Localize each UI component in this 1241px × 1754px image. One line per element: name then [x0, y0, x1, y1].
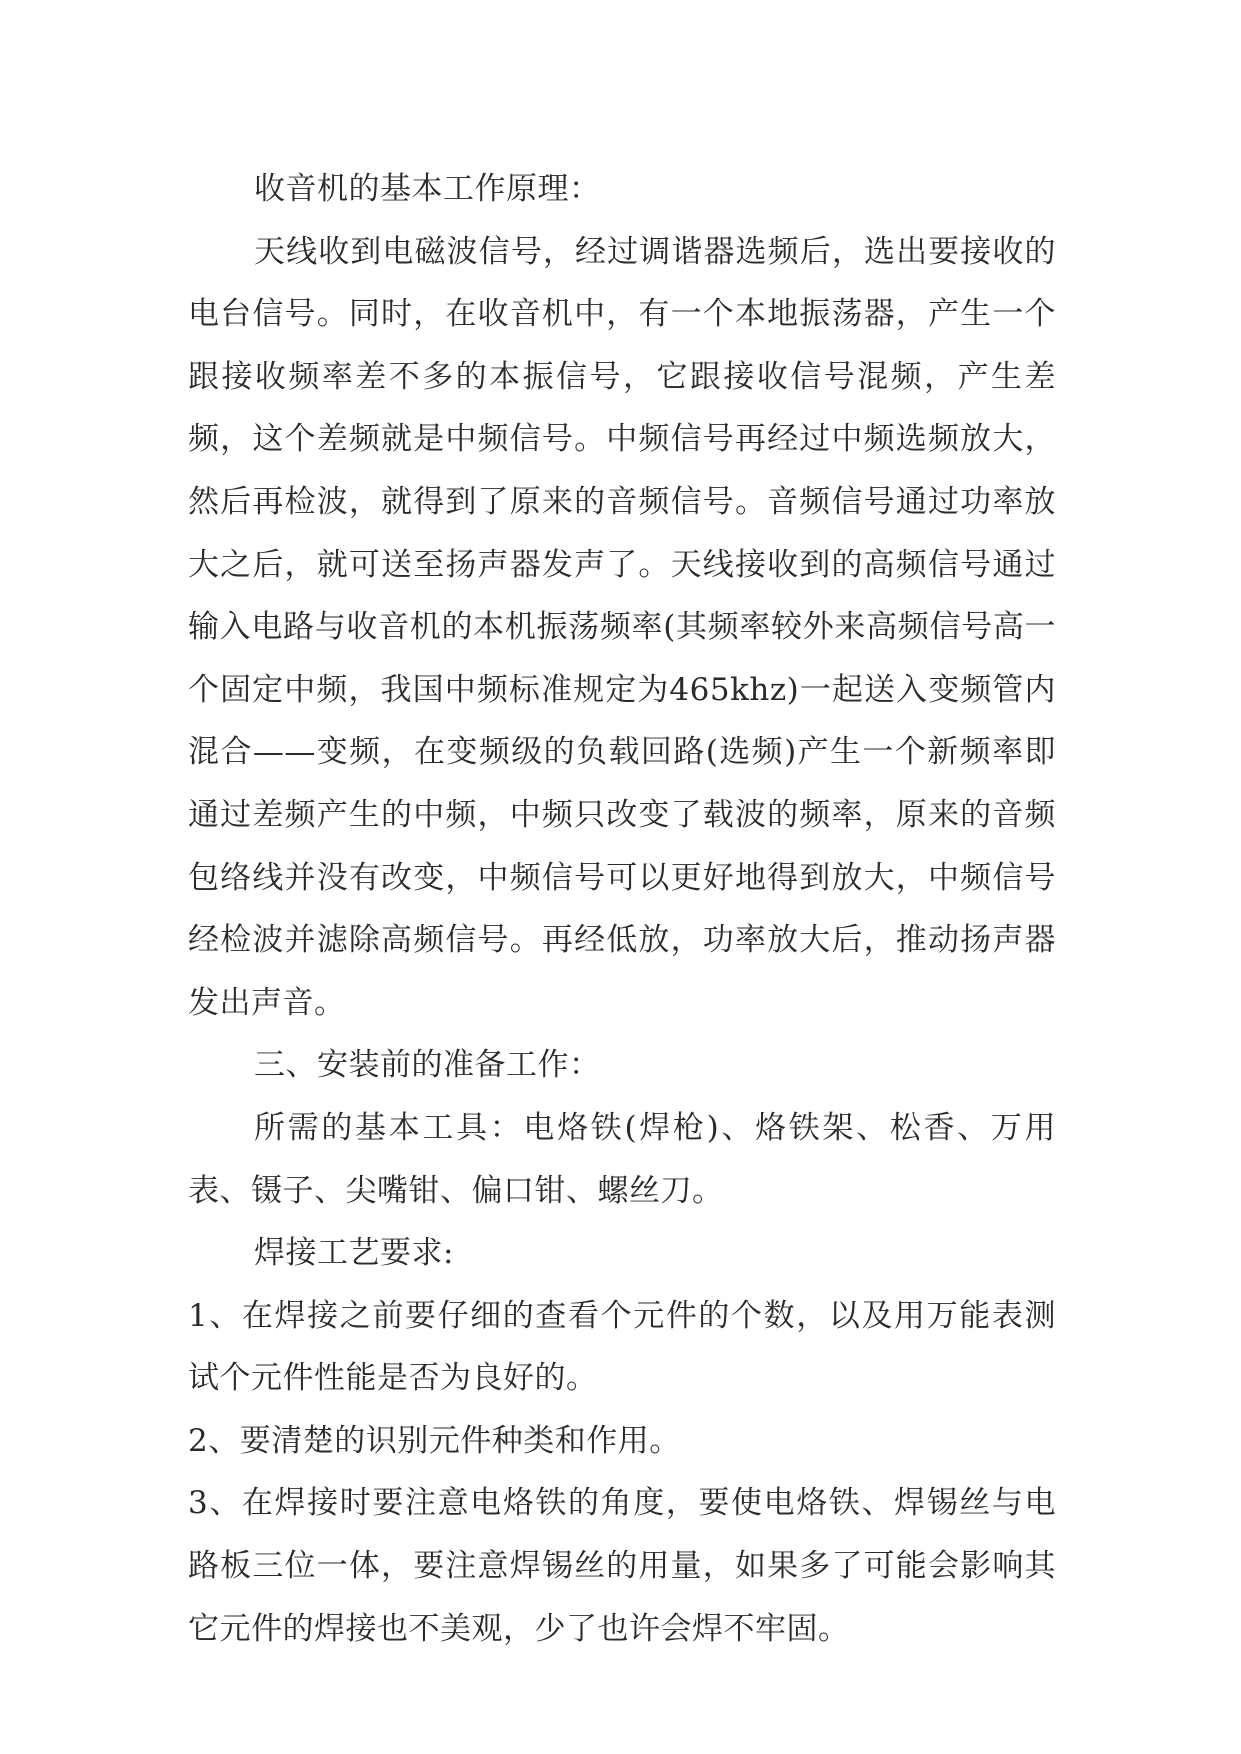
heading-radio-principle: 收音机的基本工作原理：: [254, 171, 601, 207]
heading-preparation: 三、安装前的准备工作：: [254, 1047, 601, 1084]
paragraph-principle-description: 天线收到电磁波信号，经过调谐器选频后，选出要接收的电台信号。同时，在收音机中，有一个本地振荡器，产生一个跟接收频率差不多的本振信号，它跟接收信号混频，产生差频，这个差频就是中频信号。中频信号再经过中频选频放大，然后再检波，就得到了原来的音频信号。音频信号通过功率放大之后，就可送至扬声器发声了。天线接收到的高频信号通过输入电路与收音机的本机振荡频率(其频率较外来高频信号高一个固定中频，我国中频标准规定为465khz)一起送入变频管内混合——变频，在变频级的负载回路(选频)产生一个新频率即通过差频产生的中频，中频只改变了载波的频率，原来的音频包络线并没有改变，中频信号可以更好地得到放大，中频信号经检波并滤除高频信号。再经低放，功率放大后，推动扬声器发出声音。: [188, 233, 1056, 1021]
heading-soldering-requirements: 焊接工艺要求:: [254, 1235, 454, 1272]
list-item-1: 1、在焊接之前要仔细的查看个元件的个数，以及用万能表测试个元件性能是否为良好的。: [188, 1297, 1056, 1397]
document-body: [188, 158, 1056, 1660]
list-item-3: 3、在焊接时要注意电烙铁的角度，要使电烙铁、焊锡丝与电路板三位一体，要注意焊锡丝的用量，如果多了可能会影响其它元件的焊接也不美观，少了也许会焊不牢固。: [188, 1485, 1056, 1647]
list-item-2: 2、要清楚的识别元件种类和作用。: [188, 1422, 681, 1459]
paragraph-tools: 所需的基本工具：电烙铁(焊枪)、烙铁架、松香、万用表、镊子、尖嘴钳、偏口钳、螺丝刀。: [188, 1109, 1056, 1209]
